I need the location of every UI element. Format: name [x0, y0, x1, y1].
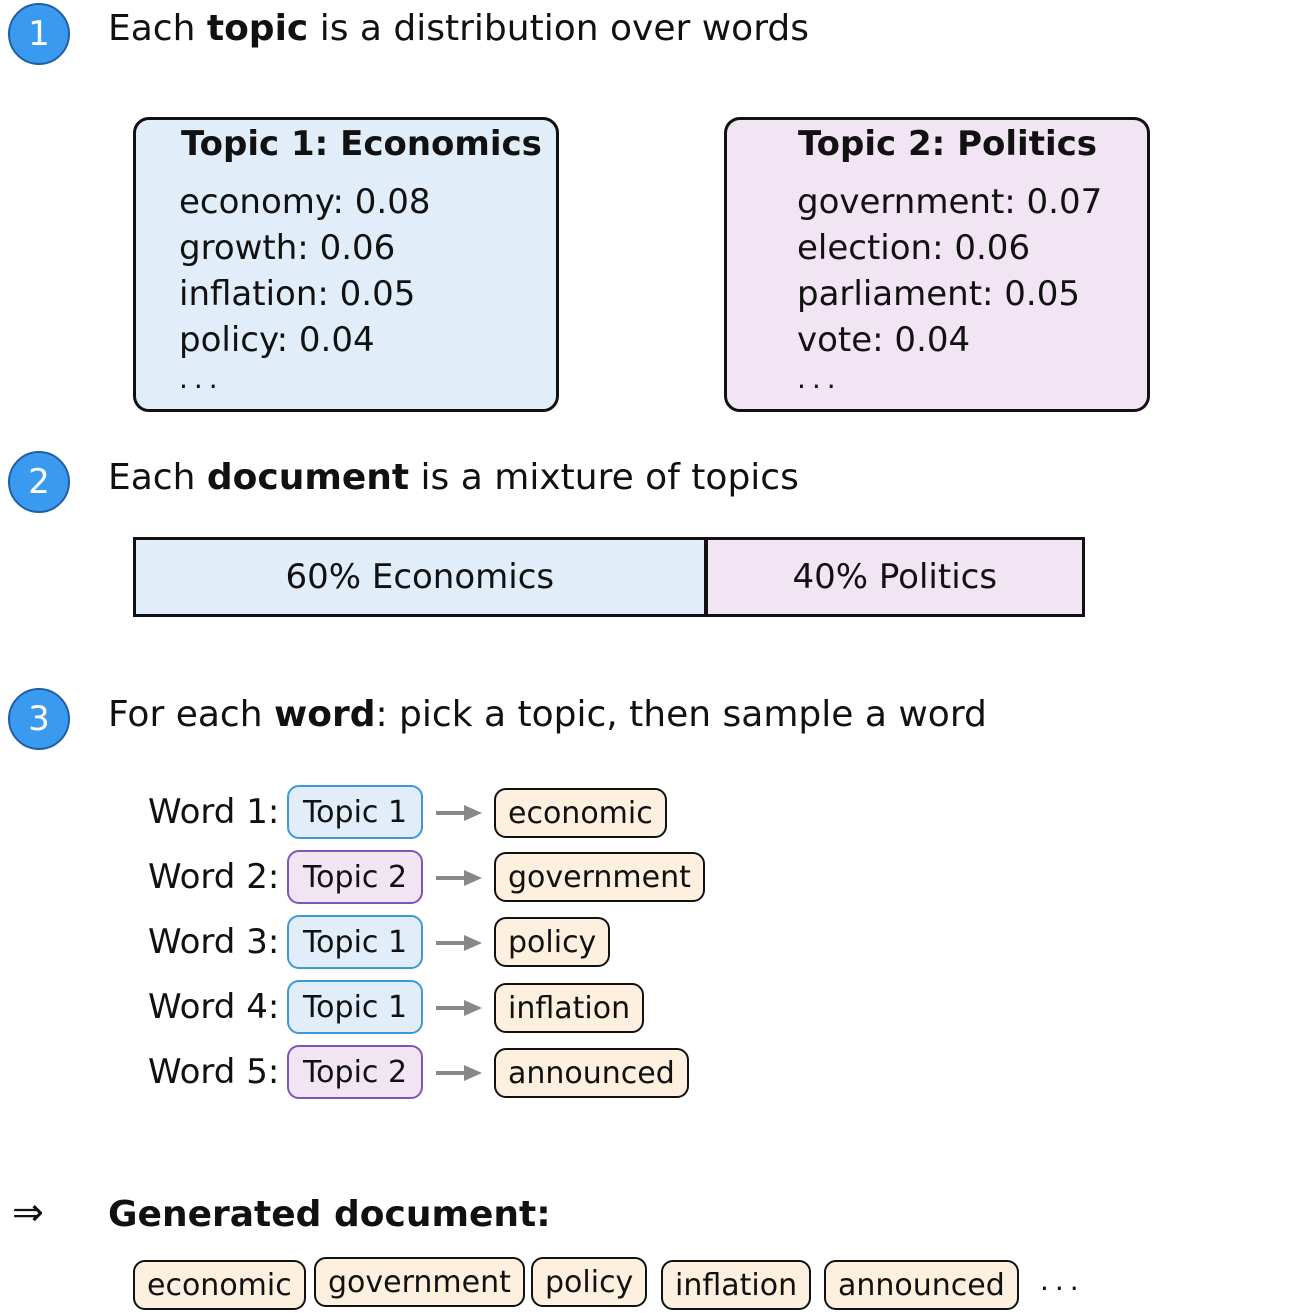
arrow-right-icon — [436, 933, 482, 953]
assigned-topic-pill: Topic 1 — [287, 980, 423, 1034]
topic-1-ellipsis: ... — [179, 362, 224, 395]
mixture-segment-politics: 40% Politics — [708, 540, 1082, 614]
step-3-keyword: word — [273, 694, 376, 735]
word-label: Word 4: — [148, 987, 280, 1027]
topic-2-word: parliament: 0.05 — [797, 274, 1081, 314]
generated-document-title: Generated document: — [108, 1194, 551, 1235]
assigned-topic-pill: Topic 2 — [287, 850, 423, 904]
topic-2-word: government: 0.07 — [797, 182, 1103, 222]
generated-word-pill: announced — [824, 1260, 1019, 1310]
sampled-word-pill: government — [494, 852, 705, 902]
topic-2-word: vote: 0.04 — [797, 320, 971, 360]
arrow-right-icon — [436, 1063, 482, 1083]
sampled-word-pill: economic — [494, 788, 667, 838]
step-3-badge: 3 — [8, 688, 70, 750]
sampled-word-pill: announced — [494, 1048, 689, 1098]
generated-word-pill: economic — [133, 1260, 306, 1310]
assigned-topic-pill: Topic 1 — [287, 915, 423, 969]
topic-2-word: election: 0.06 — [797, 228, 1031, 268]
generated-word-pill: government — [314, 1257, 525, 1307]
step-2-heading — [108, 457, 799, 498]
step-3-heading — [108, 694, 987, 735]
step-3-pre: For each — [108, 694, 274, 735]
step-1-badge: 1 — [8, 3, 70, 65]
arrow-right-icon — [436, 803, 482, 823]
step-1-post: is a distribution over words — [308, 8, 809, 49]
topic-1-word: inflation: 0.05 — [179, 274, 416, 314]
topic-1-word: policy: 0.04 — [179, 320, 375, 360]
step-2-badge: 2 — [8, 451, 70, 513]
implies-arrow-icon: ⇒ — [12, 1190, 44, 1234]
topic-1-title: Topic 1: Economics — [181, 124, 542, 164]
topic-mixture-bar — [133, 537, 1085, 617]
word-label: Word 1: — [148, 792, 280, 832]
arrow-right-icon — [436, 998, 482, 1018]
sampled-word-pill: inflation — [494, 983, 644, 1033]
step-1-heading — [108, 8, 809, 49]
word-label: Word 5: — [148, 1052, 280, 1092]
mixture-segment-economics: 60% Economics — [136, 540, 708, 614]
step-1-keyword: topic — [206, 8, 309, 49]
assigned-topic-pill: Topic 1 — [287, 785, 423, 839]
topic-2-title: Topic 2: Politics — [798, 124, 1097, 164]
arrow-right-icon — [436, 868, 482, 888]
topic-2-ellipsis: ... — [797, 362, 842, 395]
step-1-pre: Each — [108, 8, 207, 49]
generated-word-pill: inflation — [661, 1260, 811, 1310]
word-label: Word 3: — [148, 922, 280, 962]
word-label: Word 2: — [148, 857, 280, 897]
step-2-pre: Each — [108, 457, 207, 498]
topic-1-word: economy: 0.08 — [179, 182, 431, 222]
sampled-word-pill: policy — [494, 917, 610, 967]
step-3-post: : pick a topic, then sample a word — [375, 694, 987, 735]
step-2-post: is a mixture of topics — [409, 457, 799, 498]
generated-word-pill: policy — [531, 1257, 647, 1307]
topic-1-word: growth: 0.06 — [179, 228, 396, 268]
generated-ellipsis: ... — [1040, 1264, 1085, 1297]
step-2-keyword: document — [206, 457, 410, 498]
assigned-topic-pill: Topic 2 — [287, 1045, 423, 1099]
